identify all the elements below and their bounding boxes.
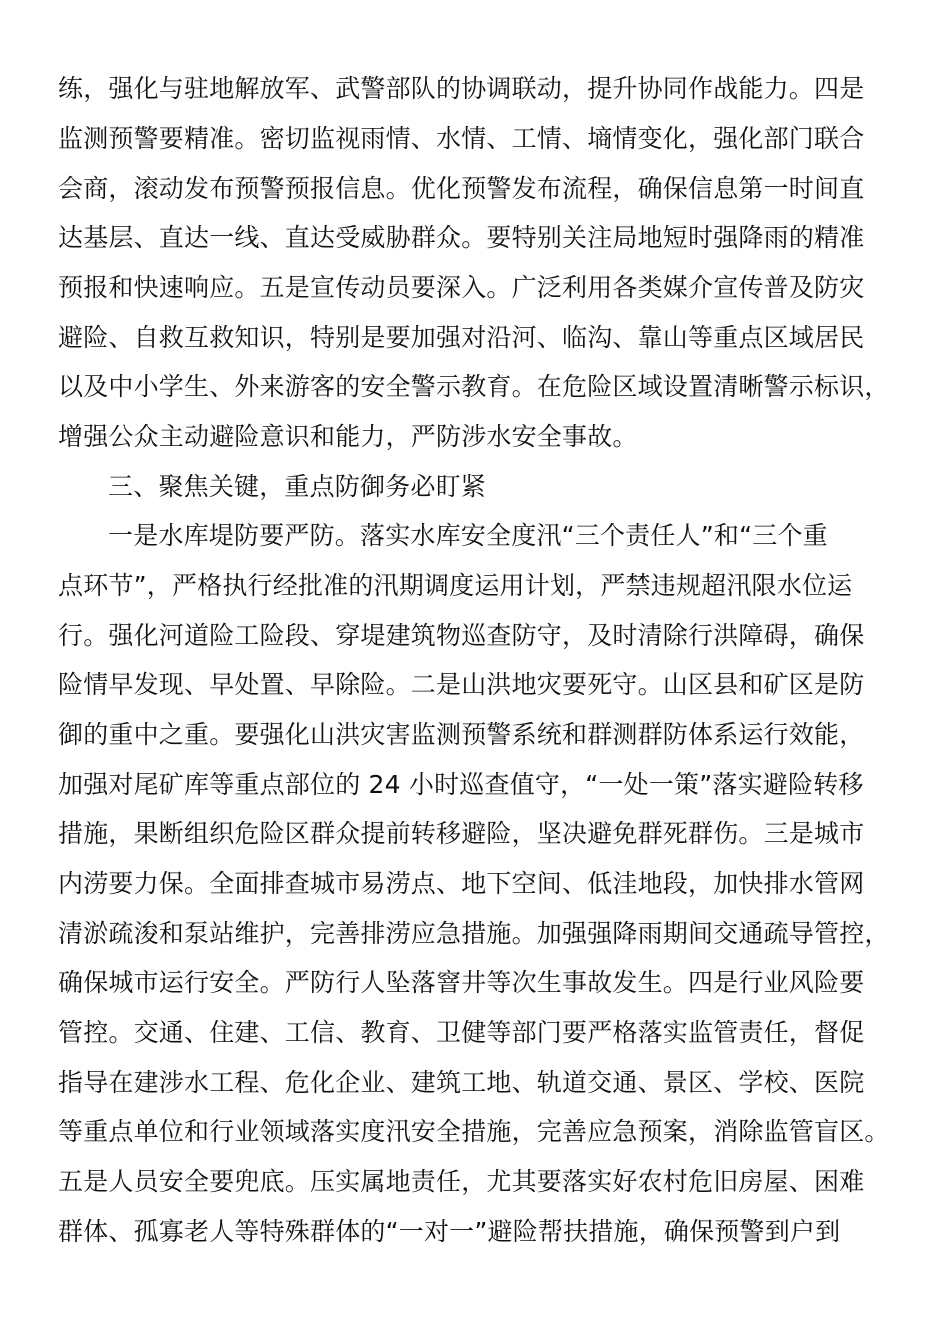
text-line: 避险、自救互救知识，特别是要加强对沿河、临沟、靠山等重点区域居民 xyxy=(58,323,865,352)
text-line: 监测预警要精准。密切监视雨情、水情、工情、墒情变化，强化部门联合 xyxy=(58,124,865,153)
text-line: 内涝要力保。全面排查城市易涝点、地下空间、低洼地段，加快排水管网 xyxy=(58,869,865,898)
text-line: 预报和快速响应。五是宣传动员要深入。广泛利用各类媒介宣传普及防灾 xyxy=(58,273,865,302)
text-line: 清淤疏浚和泵站维护，完善排涝应急措施。加强强降雨期间交通疏导管控， xyxy=(58,919,890,948)
text-line: 指导在建涉水工程、危化企业、建筑工地、轨道交通、景区、学校、医院 xyxy=(58,1068,865,1097)
text-line: 增强公众主动避险意识和能力，严防涉水安全事故。 xyxy=(58,422,638,451)
text-line: 确保城市运行安全。严防行人坠落窨井等次生事故发生。四是行业风险要 xyxy=(58,968,865,997)
text-line: 行。强化河道险工险段、穿堤建筑物巡查防守，及时清除行洪障碍，确保 xyxy=(58,621,865,650)
text-line: 御的重中之重。要强化山洪灾害监测预警系统和群测群防体系运行效能， xyxy=(58,720,865,749)
text-line: 险情早发现、早处置、早除险。二是山洪地灾要死守。山区县和矿区是防 xyxy=(58,670,865,699)
text-line: 五是人员安全要兜底。压实属地责任，尤其要落实好农村危旧房屋、困难 xyxy=(58,1167,865,1196)
text-line: 管控。交通、住建、工信、教育、卫健等部门要严格落实监管责任，督促 xyxy=(58,1018,865,1047)
text-line: 一是水库堤防要严防。落实水库安全度汛“三个责任人”和“三个重 xyxy=(108,521,828,550)
text-line: 达基层、直达一线、直达受威胁群众。要特别关注局地短时强降雨的精准 xyxy=(58,223,865,252)
section-heading: 三、聚焦关键，重点防御务必盯紧 xyxy=(108,472,487,501)
text-line: 以及中小学生、外来游客的安全警示教育。在危险区域设置清晰警示标识， xyxy=(58,372,890,401)
text-line: 等重点单位和行业领域落实度汛安全措施，完善应急预案，消除监管盲区。 xyxy=(58,1117,890,1146)
text-line: 群体、孤寡老人等特殊群体的“一对一”避险帮扶措施，确保预警到户到 xyxy=(58,1217,841,1246)
text-line: 会商，滚动发布预警预报信息。优化预警发布流程，确保信息第一时间直 xyxy=(58,174,865,203)
text-line: 练，强化与驻地解放军、武警部队的协调联动，提升协同作战能力。四是 xyxy=(58,74,865,103)
text-line: 措施，果断组织危险区群众提前转移避险，坚决避免群死群伤。三是城市 xyxy=(58,819,865,848)
text-line: 点环节”，严格执行经批准的汛期调度运用计划，严禁违规超汛限水位运 xyxy=(58,571,853,600)
text-line: 加强对尾矿库等重点部位的 24 小时巡查值守，“一处一策”落实避险转移 xyxy=(58,770,864,799)
